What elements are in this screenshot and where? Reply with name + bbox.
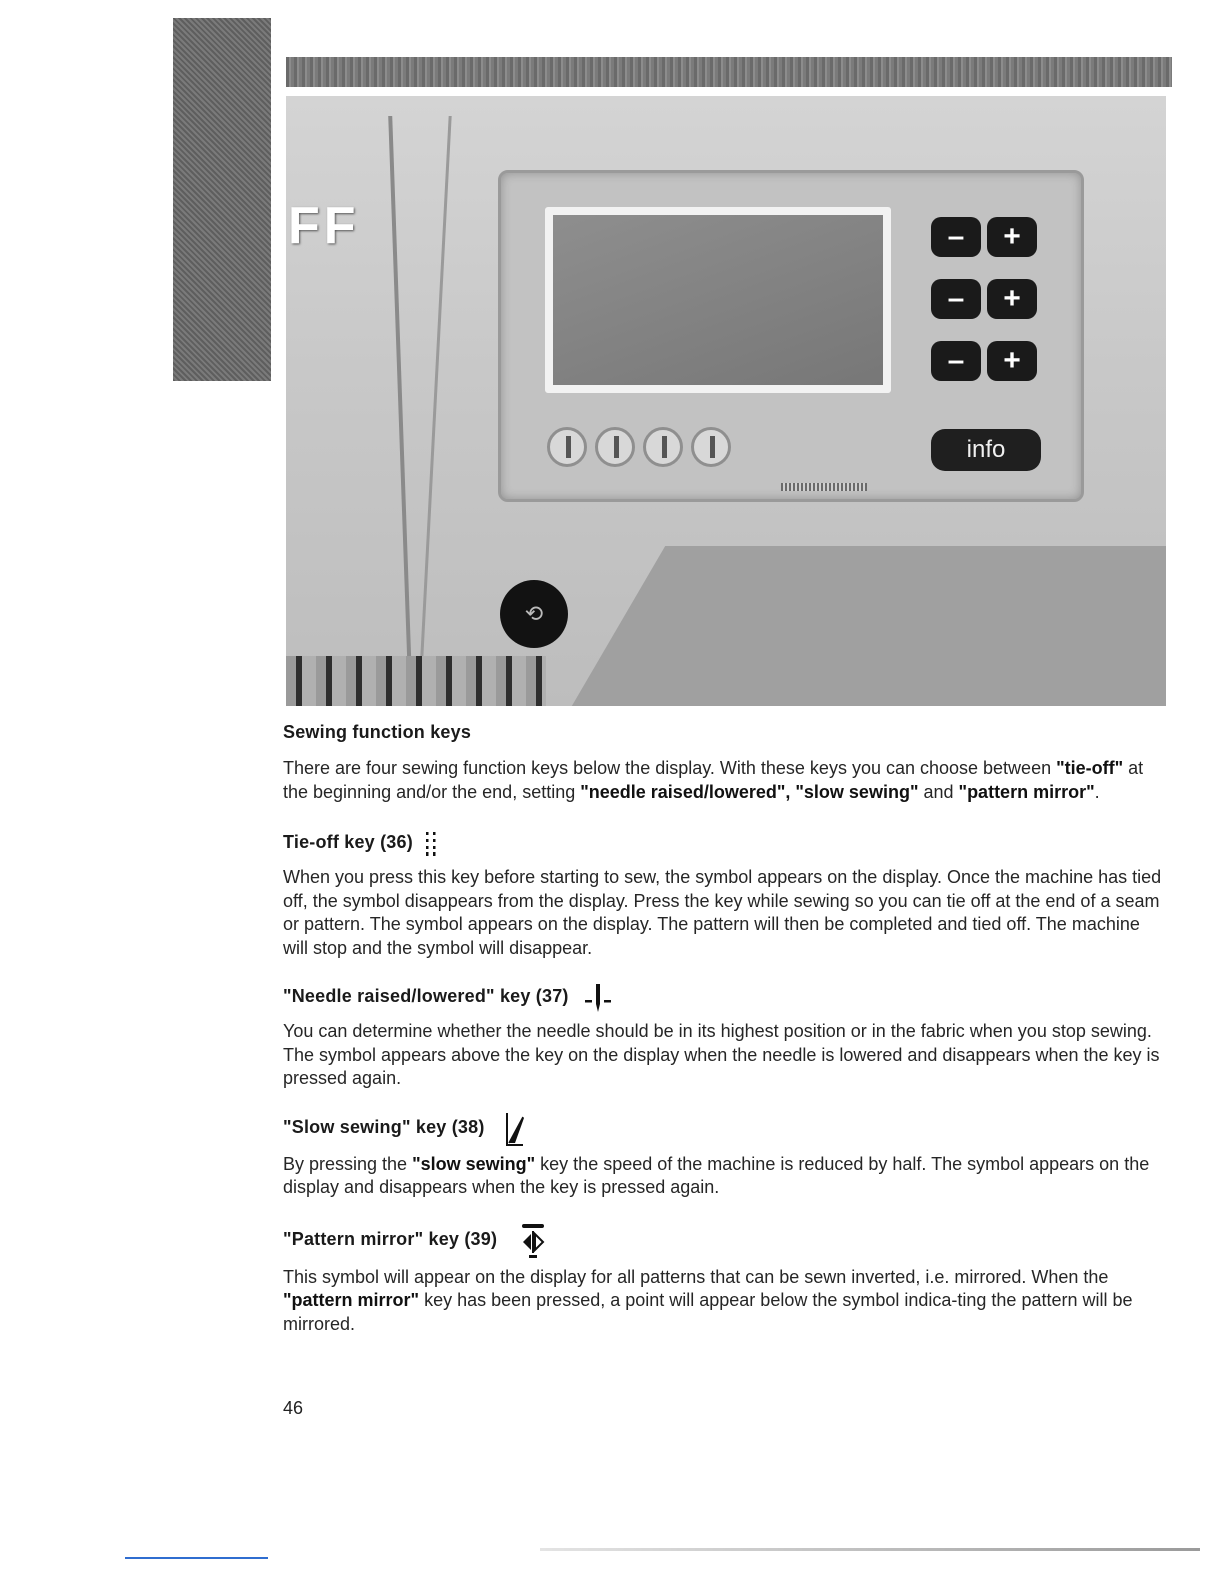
needle-icon [583, 982, 613, 1014]
plus-button[interactable]: + [987, 279, 1037, 319]
minus-button[interactable]: – [931, 279, 981, 319]
plus-button[interactable]: + [987, 341, 1037, 381]
tie-off-heading-row [283, 830, 1163, 858]
slow-sewing-icon [503, 1111, 527, 1147]
brand-logo: FF [288, 197, 360, 255]
adjust-row [931, 217, 1043, 257]
footer-rule [125, 1557, 268, 1559]
pattern-mirror-icon [518, 1222, 548, 1260]
tie-off-heading: Tie-off key (36) [283, 832, 413, 853]
info-button[interactable]: info [931, 429, 1041, 471]
tie-off-icon [423, 830, 439, 858]
reverse-button[interactable]: ⟲ [500, 580, 568, 648]
slow-paragraph: By pressing the "slow sewing" key the speed of the machine is reduced by half. The symbol appears on the display and disappears when the key is pressed again. [283, 1153, 1150, 1197]
adjust-row [931, 279, 1043, 319]
machine-photo [286, 96, 1166, 706]
housing-seam [388, 116, 412, 676]
pattern-mirror-key[interactable] [691, 427, 731, 467]
page-number: 46 [283, 1398, 304, 1418]
sewing-function-keys [547, 427, 731, 467]
needle-key[interactable] [595, 427, 635, 467]
minus-button[interactable]: – [931, 217, 981, 257]
side-tab-marker [173, 18, 271, 381]
needle-heading: "Needle raised/lowered" key (37) [283, 986, 569, 1007]
mirror-paragraph: This symbol will appear on the display for all patterns that can be sewn inverted, i.e. mirrored. When the "pattern mirror" key has been pressed, a point will appear below the symbol indica-ting the pattern will be mirrored. [283, 1266, 1133, 1334]
tie-off-key[interactable] [547, 427, 587, 467]
mirror-heading: "Pattern mirror" key (39) [283, 1228, 498, 1249]
document-body [283, 722, 1163, 1336]
header-bar [286, 57, 1172, 87]
minus-button[interactable]: – [931, 341, 981, 381]
speed-slider[interactable] [781, 483, 867, 491]
control-panel [498, 170, 1084, 502]
plus-button[interactable]: + [987, 217, 1037, 257]
needle-paragraph: You can determine whether the needle should be in its highest position or in the fabric when you stop sewing. The symbol appears above the key on the display when the needle is lowered and disappears when the key is pressed again. [283, 1021, 1160, 1088]
mirror-heading-row [283, 1222, 1163, 1260]
slow-heading-row [283, 1111, 1163, 1147]
intro-paragraph: There are four sewing function keys below the display. With these keys you can choose between "tie-off" at the beginning and/or the end, setting "needle raised/lowered", "slow sewing" and "pattern mirror". [283, 758, 1144, 802]
slow-sewing-key[interactable] [643, 427, 683, 467]
housing-seam [419, 116, 451, 676]
slow-heading: "Slow sewing" key (38) [283, 1116, 485, 1137]
footer-rule [540, 1548, 1200, 1551]
machine-bed [566, 546, 1166, 706]
presser-foot [286, 656, 546, 706]
lcd-display [545, 207, 891, 393]
section-heading: Sewing function keys [283, 722, 472, 742]
needle-heading-row [283, 982, 1163, 1014]
tie-off-paragraph: When you press this key before starting to sew, the symbol appears on the display. Once the machine has tied off, the symbol disappears from the display. Press the key while sewing so you can tie off at the end of a seam or pattern. The symbol appears on the display. The pattern will then be completed and tied off. The machine will stop and the symbol will disappear. [283, 867, 1162, 958]
adjust-row [931, 341, 1043, 381]
